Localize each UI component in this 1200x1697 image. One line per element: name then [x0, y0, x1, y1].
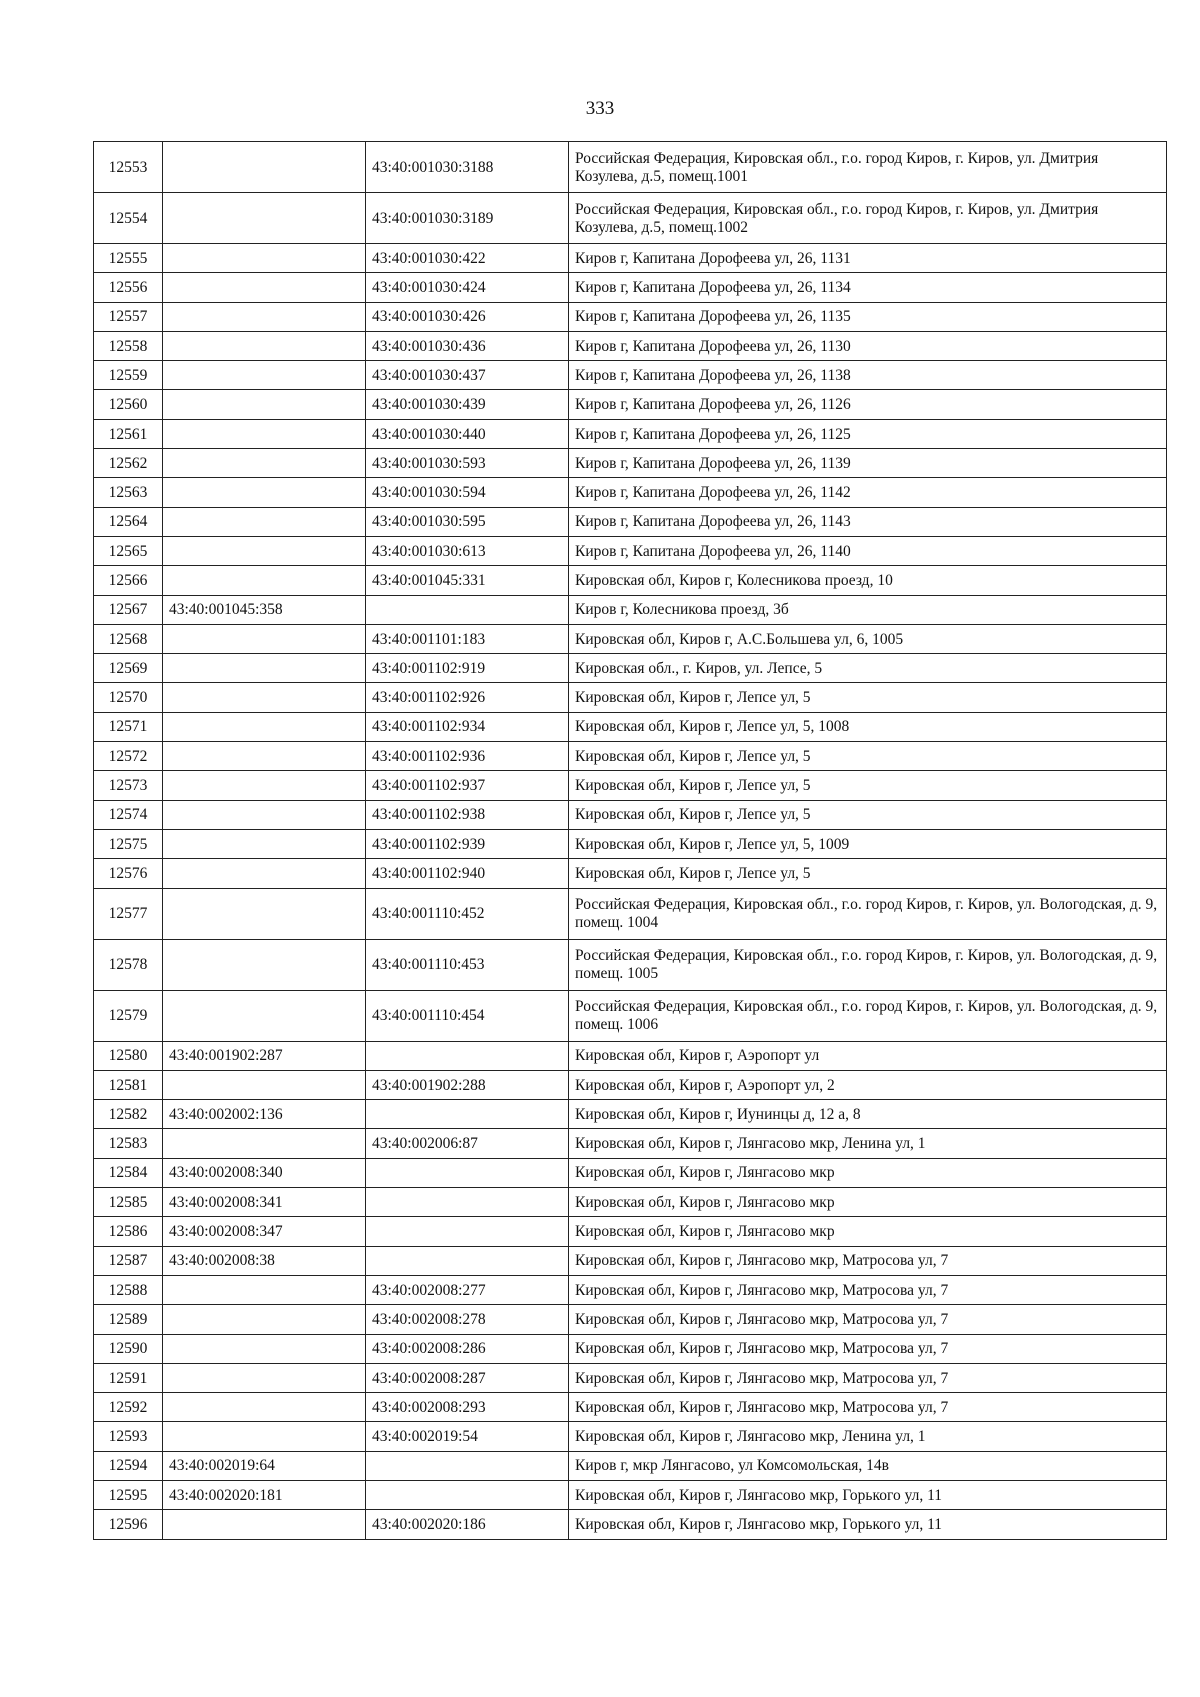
cadastral-number-b-cell: 43:40:001102:936	[366, 742, 569, 771]
table-row	[94, 1422, 1167, 1451]
row-number-cell: 12567	[94, 595, 163, 624]
row-number-cell: 12592	[94, 1393, 163, 1422]
address-cell: Киров г, Колесникова проезд, 3б	[569, 595, 1167, 624]
address-cell: Кировская обл, Киров г, Лепсе ул, 5	[569, 859, 1167, 888]
address-cell: Кировская обл, Киров г, Лянгасово мкр	[569, 1158, 1167, 1187]
row-number-cell: 12584	[94, 1158, 163, 1187]
cadastral-number-b-cell: 43:40:001030:436	[366, 331, 569, 360]
cadastral-number-b-cell: 43:40:001110:454	[366, 990, 569, 1041]
cadastral-number-a-cell	[163, 990, 366, 1041]
cadastral-number-a-cell	[163, 859, 366, 888]
address-cell: Кировская обл, Киров г, Колесникова проезд, 10	[569, 566, 1167, 595]
cadastral-number-b-cell: 43:40:002008:287	[366, 1363, 569, 1392]
address-cell: Кировская обл, Киров г, Лянгасово мкр, Ленина ул, 1	[569, 1129, 1167, 1158]
cadastral-number-a-cell	[163, 1129, 366, 1158]
cadastral-number-b-cell: 43:40:001030:594	[366, 478, 569, 507]
cadastral-number-a-cell	[163, 142, 366, 193]
address-cell: Киров г, Капитана Дорофеева ул, 26, 1126	[569, 390, 1167, 419]
row-number-cell: 12554	[94, 193, 163, 244]
table-row	[94, 800, 1167, 829]
cadastral-number-b-cell: 43:40:001030:593	[366, 449, 569, 478]
table-row	[94, 888, 1167, 939]
table-row	[94, 331, 1167, 360]
cadastral-number-b-cell: 43:40:001102:939	[366, 829, 569, 858]
cadastral-number-b-cell: 43:40:001030:3188	[366, 142, 569, 193]
cadastral-number-a-cell	[163, 273, 366, 302]
address-cell: Кировская обл, Киров г, А.С.Большева ул, 6, 1005	[569, 624, 1167, 653]
cadastral-number-b-cell	[366, 1480, 569, 1509]
cadastral-number-b-cell: 43:40:001110:452	[366, 888, 569, 939]
address-cell: Кировская обл, Киров г, Лянгасово мкр, Горького ул, 11	[569, 1510, 1167, 1539]
address-cell: Киров г, Капитана Дорофеева ул, 26, 1134	[569, 273, 1167, 302]
cadastral-number-a-cell: 43:40:002008:340	[163, 1158, 366, 1187]
table-row	[94, 449, 1167, 478]
cadastral-number-b-cell	[366, 1188, 569, 1217]
address-cell: Кировская обл, Киров г, Иунинцы д, 12 а, 8	[569, 1100, 1167, 1129]
cadastral-number-b-cell: 43:40:002019:54	[366, 1422, 569, 1451]
address-cell: Киров г, Капитана Дорофеева ул, 26, 1143	[569, 507, 1167, 536]
table-row	[94, 1275, 1167, 1304]
table-row	[94, 1246, 1167, 1275]
cadastral-number-b-cell: 43:40:001030:426	[366, 302, 569, 331]
cadastral-number-b-cell	[366, 1246, 569, 1275]
cadastral-number-a-cell	[163, 331, 366, 360]
row-number-cell: 12575	[94, 829, 163, 858]
cadastral-number-a-cell: 43:40:001902:287	[163, 1041, 366, 1070]
row-number-cell: 12574	[94, 800, 163, 829]
cadastral-number-b-cell: 43:40:001101:183	[366, 624, 569, 653]
table-row	[94, 939, 1167, 990]
table-row	[94, 1217, 1167, 1246]
page-number: 333	[585, 98, 615, 119]
row-number-cell: 12563	[94, 478, 163, 507]
address-cell: Кировская обл, Киров г, Лепсе ул, 5	[569, 800, 1167, 829]
table-row	[94, 859, 1167, 888]
table-row	[94, 771, 1167, 800]
cadastral-number-a-cell: 43:40:001045:358	[163, 595, 366, 624]
cadastral-number-a-cell	[163, 1422, 366, 1451]
table-row	[94, 1393, 1167, 1422]
row-number-cell: 12558	[94, 331, 163, 360]
cadastral-number-a-cell: 43:40:002020:181	[163, 1480, 366, 1509]
row-number-cell: 12576	[94, 859, 163, 888]
row-number-cell: 12569	[94, 654, 163, 683]
table-row	[94, 1041, 1167, 1070]
address-cell: Кировская обл, Киров г, Лянгасово мкр, Матросова ул, 7	[569, 1334, 1167, 1363]
address-cell: Кировская обл, Киров г, Лянгасово мкр, Матросова ул, 7	[569, 1275, 1167, 1304]
address-cell: Российская Федерация, Кировская обл., г.о. город Киров, г. Киров, ул. Дмитрия Козулева, д.5, помещ.1002	[569, 193, 1167, 244]
address-cell: Кировская обл, Киров г, Лянгасово мкр, Матросова ул, 7	[569, 1393, 1167, 1422]
table-row	[94, 829, 1167, 858]
row-number-cell: 12555	[94, 244, 163, 273]
row-number-cell: 12572	[94, 742, 163, 771]
cadastral-number-b-cell: 43:40:001102:926	[366, 683, 569, 712]
row-number-cell: 12557	[94, 302, 163, 331]
cadastral-number-b-cell: 43:40:001102:937	[366, 771, 569, 800]
cadastral-number-a-cell	[163, 361, 366, 390]
cadastral-number-b-cell	[366, 1217, 569, 1246]
table-row	[94, 654, 1167, 683]
address-cell: Киров г, Капитана Дорофеева ул, 26, 1135	[569, 302, 1167, 331]
cadastral-number-b-cell: 43:40:001902:288	[366, 1070, 569, 1099]
cadastral-number-a-cell	[163, 478, 366, 507]
cadastral-number-b-cell: 43:40:001102:938	[366, 800, 569, 829]
row-number-cell: 12587	[94, 1246, 163, 1275]
cadastral-number-b-cell: 43:40:001110:453	[366, 939, 569, 990]
cadastral-number-a-cell	[163, 888, 366, 939]
registry-table	[93, 141, 1167, 1540]
address-cell: Российская Федерация, Кировская обл., г.о. город Киров, г. Киров, ул. Вологодская, д. 9, помещ. 1006	[569, 990, 1167, 1041]
address-cell: Киров г, Капитана Дорофеева ул, 26, 1142	[569, 478, 1167, 507]
address-cell: Киров г, Капитана Дорофеева ул, 26, 1130	[569, 331, 1167, 360]
cadastral-number-b-cell: 43:40:002008:293	[366, 1393, 569, 1422]
row-number-cell: 12577	[94, 888, 163, 939]
row-number-cell: 12590	[94, 1334, 163, 1363]
cadastral-number-b-cell: 43:40:001030:422	[366, 244, 569, 273]
row-number-cell: 12559	[94, 361, 163, 390]
address-cell: Кировская обл, Киров г, Лянгасово мкр	[569, 1188, 1167, 1217]
address-cell: Киров г, мкр Лянгасово, ул Комсомольская, 14в	[569, 1451, 1167, 1480]
cadastral-number-a-cell	[163, 829, 366, 858]
cadastral-number-b-cell: 43:40:001030:437	[366, 361, 569, 390]
table-row	[94, 624, 1167, 653]
address-cell: Российская Федерация, Кировская обл., г.о. город Киров, г. Киров, ул. Вологодская, д. 9, помещ. 1005	[569, 939, 1167, 990]
registry-table-body	[94, 142, 1167, 1540]
table-row	[94, 478, 1167, 507]
cadastral-number-a-cell	[163, 1275, 366, 1304]
table-row	[94, 1188, 1167, 1217]
cadastral-number-a-cell	[163, 1363, 366, 1392]
cadastral-number-a-cell	[163, 193, 366, 244]
cadastral-number-b-cell: 43:40:001030:439	[366, 390, 569, 419]
address-cell: Киров г, Капитана Дорофеева ул, 26, 1138	[569, 361, 1167, 390]
table-row	[94, 1100, 1167, 1129]
address-cell: Киров г, Капитана Дорофеева ул, 26, 1125	[569, 419, 1167, 448]
row-number-cell: 12591	[94, 1363, 163, 1392]
cadastral-number-b-cell: 43:40:002006:87	[366, 1129, 569, 1158]
table-row	[94, 507, 1167, 536]
cadastral-number-a-cell	[163, 244, 366, 273]
table-row	[94, 1451, 1167, 1480]
row-number-cell: 12565	[94, 536, 163, 565]
cadastral-number-b-cell	[366, 1041, 569, 1070]
cadastral-number-a-cell: 43:40:002002:136	[163, 1100, 366, 1129]
row-number-cell: 12582	[94, 1100, 163, 1129]
row-number-cell: 12581	[94, 1070, 163, 1099]
address-cell: Кировская обл, Киров г, Лепсе ул, 5	[569, 771, 1167, 800]
cadastral-number-b-cell: 43:40:001102:934	[366, 712, 569, 741]
address-cell: Российская Федерация, Кировская обл., г.о. город Киров, г. Киров, ул. Вологодская, д. 9, помещ. 1004	[569, 888, 1167, 939]
cadastral-number-b-cell	[366, 1158, 569, 1187]
row-number-cell: 12578	[94, 939, 163, 990]
row-number-cell: 12571	[94, 712, 163, 741]
cadastral-number-a-cell	[163, 1510, 366, 1539]
address-cell: Российская Федерация, Кировская обл., г.о. город Киров, г. Киров, ул. Дмитрия Козулева, д.5, помещ.1001	[569, 142, 1167, 193]
table-row	[94, 1129, 1167, 1158]
row-number-cell: 12553	[94, 142, 163, 193]
table-row	[94, 1070, 1167, 1099]
cadastral-number-b-cell: 43:40:002020:186	[366, 1510, 569, 1539]
table-row	[94, 419, 1167, 448]
row-number-cell: 12595	[94, 1480, 163, 1509]
row-number-cell: 12562	[94, 449, 163, 478]
table-row	[94, 361, 1167, 390]
cadastral-number-a-cell	[163, 536, 366, 565]
cadastral-number-a-cell	[163, 712, 366, 741]
row-number-cell: 12556	[94, 273, 163, 302]
address-cell: Кировская обл, Киров г, Аэропорт ул, 2	[569, 1070, 1167, 1099]
cadastral-number-a-cell: 43:40:002008:341	[163, 1188, 366, 1217]
cadastral-number-a-cell: 43:40:002019:64	[163, 1451, 366, 1480]
row-number-cell: 12560	[94, 390, 163, 419]
cadastral-number-a-cell	[163, 939, 366, 990]
row-number-cell: 12580	[94, 1041, 163, 1070]
table-row	[94, 1158, 1167, 1187]
table-row	[94, 712, 1167, 741]
table-row	[94, 390, 1167, 419]
cadastral-number-a-cell: 43:40:002008:347	[163, 1217, 366, 1246]
table-row	[94, 536, 1167, 565]
cadastral-number-b-cell: 43:40:002008:278	[366, 1305, 569, 1334]
row-number-cell: 12585	[94, 1188, 163, 1217]
cadastral-number-b-cell: 43:40:001030:440	[366, 419, 569, 448]
address-cell: Кировская обл, Киров г, Лянгасово мкр, Матросова ул, 7	[569, 1305, 1167, 1334]
table-row	[94, 1305, 1167, 1334]
table-row	[94, 1363, 1167, 1392]
row-number-cell: 12561	[94, 419, 163, 448]
cadastral-number-b-cell: 43:40:001102:919	[366, 654, 569, 683]
address-cell: Киров г, Капитана Дорофеева ул, 26, 1131	[569, 244, 1167, 273]
table-row	[94, 990, 1167, 1041]
row-number-cell: 12594	[94, 1451, 163, 1480]
address-cell: Кировская обл, Киров г, Лепсе ул, 5, 1009	[569, 829, 1167, 858]
cadastral-number-b-cell: 43:40:002008:286	[366, 1334, 569, 1363]
address-cell: Кировская обл, Киров г, Лянгасово мкр, Матросова ул, 7	[569, 1246, 1167, 1275]
address-cell: Кировская обл, Киров г, Лепсе ул, 5	[569, 683, 1167, 712]
cadastral-number-a-cell	[163, 654, 366, 683]
table-row	[94, 595, 1167, 624]
table-row	[94, 193, 1167, 244]
cadastral-number-a-cell	[163, 771, 366, 800]
cadastral-number-b-cell: 43:40:001102:940	[366, 859, 569, 888]
row-number-cell: 12593	[94, 1422, 163, 1451]
cadastral-number-b-cell: 43:40:001030:613	[366, 536, 569, 565]
table-row	[94, 1510, 1167, 1539]
cadastral-number-a-cell	[163, 742, 366, 771]
cadastral-number-a-cell: 43:40:002008:38	[163, 1246, 366, 1275]
row-number-cell: 12588	[94, 1275, 163, 1304]
cadastral-number-a-cell	[163, 1393, 366, 1422]
address-cell: Киров г, Капитана Дорофеева ул, 26, 1140	[569, 536, 1167, 565]
cadastral-number-a-cell	[163, 624, 366, 653]
address-cell: Кировская обл, Киров г, Лянгасово мкр, Горького ул, 11	[569, 1480, 1167, 1509]
table-row	[94, 302, 1167, 331]
table-row	[94, 1334, 1167, 1363]
row-number-cell: 12564	[94, 507, 163, 536]
cadastral-number-a-cell	[163, 1305, 366, 1334]
cadastral-number-b-cell	[366, 1100, 569, 1129]
table-row	[94, 566, 1167, 595]
cadastral-number-b-cell	[366, 595, 569, 624]
table-row	[94, 142, 1167, 193]
row-number-cell: 12583	[94, 1129, 163, 1158]
cadastral-number-a-cell	[163, 566, 366, 595]
address-cell: Кировская обл., г. Киров, ул. Лепсе, 5	[569, 654, 1167, 683]
table-row	[94, 742, 1167, 771]
address-cell: Кировская обл, Киров г, Лепсе ул, 5, 1008	[569, 712, 1167, 741]
cadastral-number-a-cell	[163, 302, 366, 331]
cadastral-number-b-cell: 43:40:001030:595	[366, 507, 569, 536]
cadastral-number-b-cell: 43:40:002008:277	[366, 1275, 569, 1304]
cadastral-number-b-cell: 43:40:001030:424	[366, 273, 569, 302]
address-cell: Кировская обл, Киров г, Лянгасово мкр, Ленина ул, 1	[569, 1422, 1167, 1451]
address-cell: Кировская обл, Киров г, Лепсе ул, 5	[569, 742, 1167, 771]
row-number-cell: 12586	[94, 1217, 163, 1246]
row-number-cell: 12568	[94, 624, 163, 653]
row-number-cell: 12579	[94, 990, 163, 1041]
table-row	[94, 244, 1167, 273]
address-cell: Кировская обл, Киров г, Лянгасово мкр	[569, 1217, 1167, 1246]
cadastral-number-a-cell	[163, 1334, 366, 1363]
cadastral-number-a-cell	[163, 390, 366, 419]
cadastral-number-b-cell: 43:40:001030:3189	[366, 193, 569, 244]
address-cell: Кировская обл, Киров г, Аэропорт ул	[569, 1041, 1167, 1070]
cadastral-number-a-cell	[163, 1070, 366, 1099]
cadastral-number-a-cell	[163, 800, 366, 829]
cadastral-number-a-cell	[163, 683, 366, 712]
row-number-cell: 12596	[94, 1510, 163, 1539]
cadastral-number-b-cell	[366, 1451, 569, 1480]
row-number-cell: 12589	[94, 1305, 163, 1334]
row-number-cell: 12566	[94, 566, 163, 595]
row-number-cell: 12570	[94, 683, 163, 712]
cadastral-number-a-cell	[163, 507, 366, 536]
table-row	[94, 1480, 1167, 1509]
cadastral-number-a-cell	[163, 419, 366, 448]
row-number-cell: 12573	[94, 771, 163, 800]
cadastral-number-b-cell: 43:40:001045:331	[366, 566, 569, 595]
table-row	[94, 273, 1167, 302]
cadastral-number-a-cell	[163, 449, 366, 478]
address-cell: Киров г, Капитана Дорофеева ул, 26, 1139	[569, 449, 1167, 478]
table-row	[94, 683, 1167, 712]
address-cell: Кировская обл, Киров г, Лянгасово мкр, Матросова ул, 7	[569, 1363, 1167, 1392]
